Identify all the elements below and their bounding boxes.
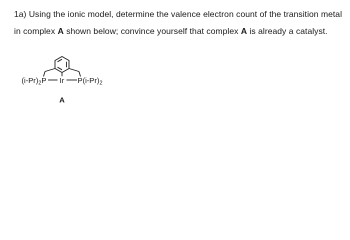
right-phosphine-group: $P(i-Pr)_2$ xyxy=(77,75,103,87)
benzene-ring xyxy=(55,57,69,73)
left-phosphine-group: $(i-Pr)_2P$ xyxy=(21,75,47,87)
question-text-start: Using the ionic model, determine the valence electron count of the transition metal in complex xyxy=(14,9,343,36)
complex-reference-a-2: A xyxy=(240,25,248,36)
ring-to-right-methylene-bond xyxy=(69,69,79,72)
question-text-end: is already a catalyst. xyxy=(249,25,328,36)
iridium-metal-center: Ir xyxy=(59,75,65,85)
question-text-middle: shown below; convince yourself that complex xyxy=(66,25,239,36)
pincer-complex-structure xyxy=(0,0,350,118)
compound-label: A xyxy=(59,95,65,105)
ring-to-left-methylene-bond xyxy=(45,69,55,72)
question-part-number: 1a) xyxy=(14,9,27,19)
complex-reference-a: A xyxy=(57,25,64,36)
